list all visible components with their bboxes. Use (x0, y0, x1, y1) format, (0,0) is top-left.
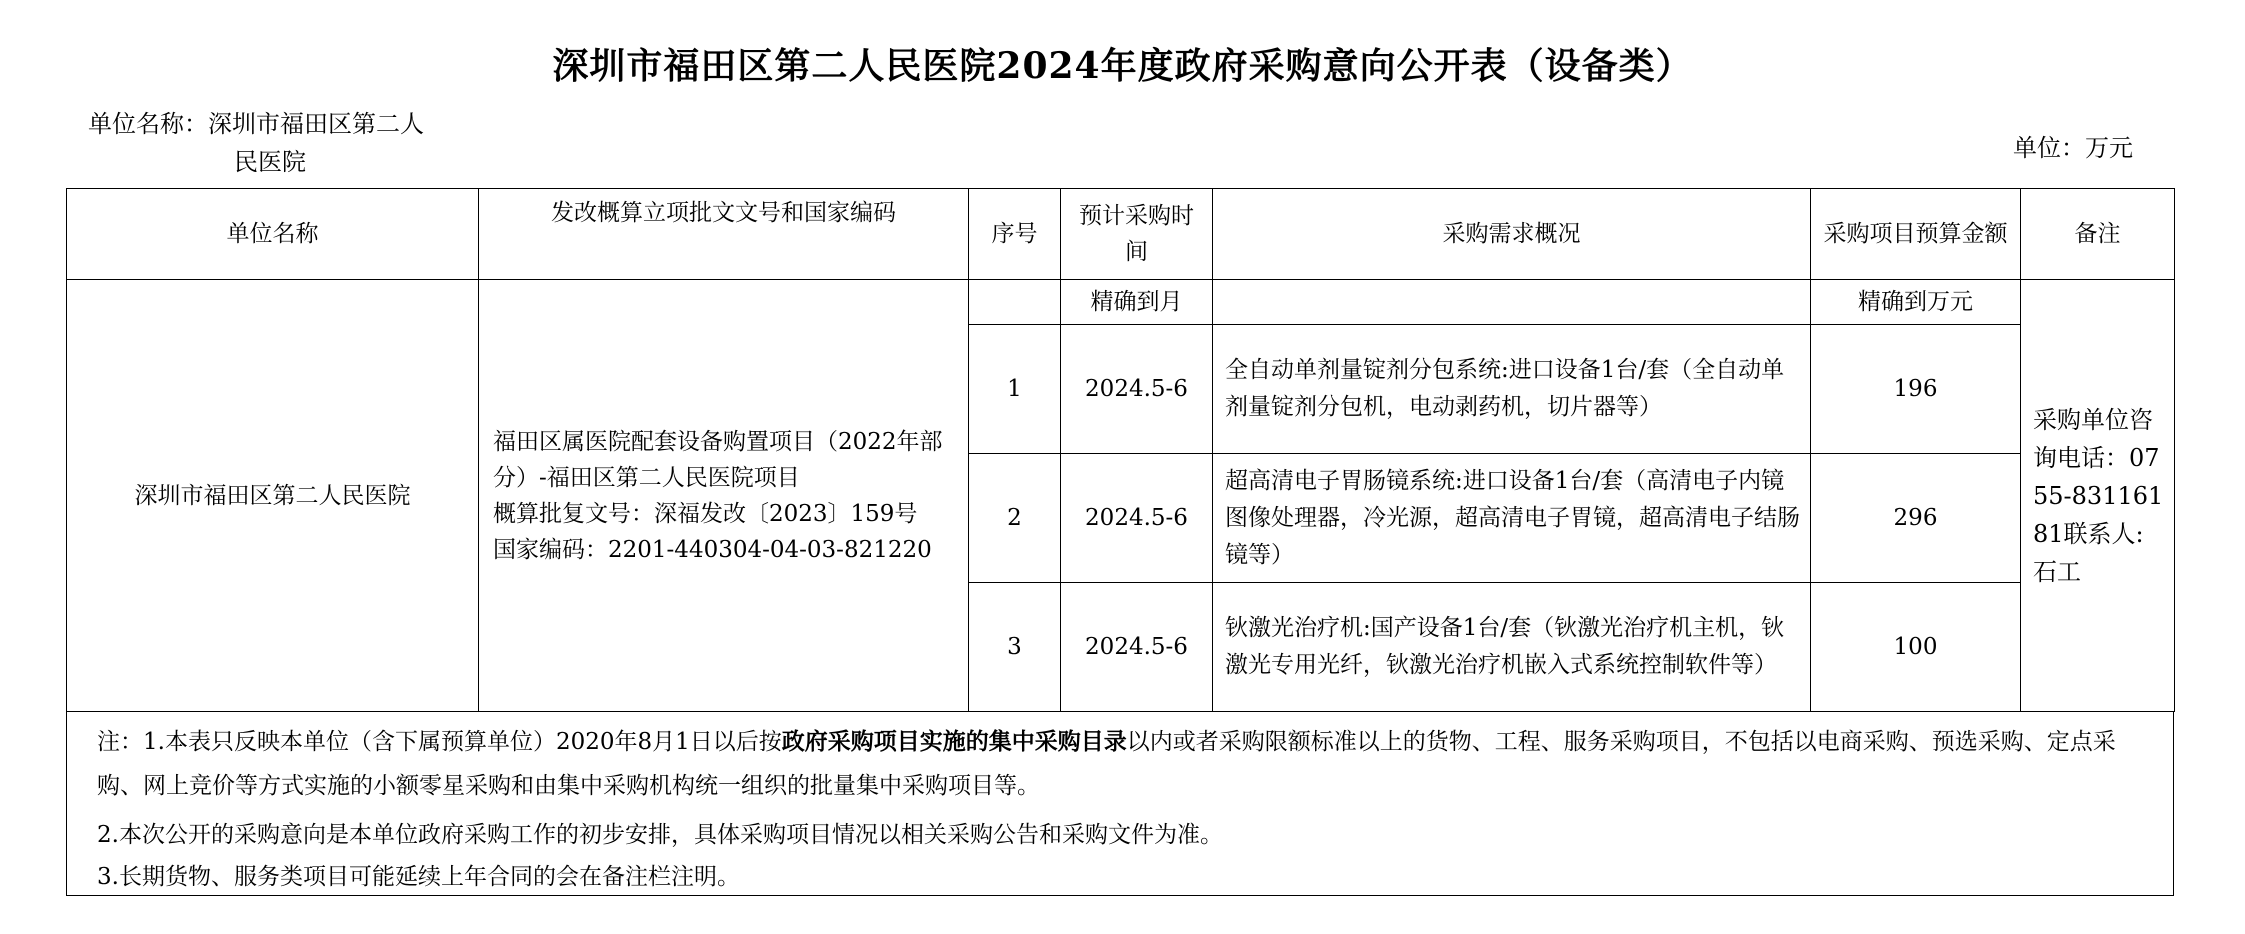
header-seq: 序号 (969, 189, 1061, 280)
approval-cell (479, 280, 969, 712)
unit-name-label-line2: 民医院 (234, 148, 306, 176)
page-title: 深圳市福田区第二人民医院2024年度政府采购意向公开表（设备类） (552, 45, 1693, 87)
row-demand: 钬激光治疗机:国产设备1台/套（钬激光治疗机主机，钬激光专用光纤，钬激光治疗机嵌入式系统控制软件等） (1213, 583, 1811, 712)
table-header-row (67, 189, 2175, 280)
table-subheader-row (67, 280, 2175, 325)
note-3: 3.长期货物、服务类项目可能延续上年合同的会在备注栏注明。 (97, 864, 740, 890)
header-budget: 采购项目预算金额 (1811, 189, 2021, 280)
unit-name-label-line1: 单位名称：深圳市福田区第二人 (88, 110, 424, 138)
header-demand: 采购需求概况 (1213, 189, 1811, 280)
row-budget: 196 (1811, 325, 2021, 454)
row-seq: 3 (969, 583, 1061, 712)
unit-name-cell: 深圳市福田区第二人民医院 (67, 280, 479, 712)
header-remark: 备注 (2021, 189, 2175, 280)
unit-name-label (88, 105, 424, 181)
subheader-budget: 精确到万元 (1811, 280, 2021, 325)
row-demand: 全自动单剂量锭剂分包系统:进口设备1台/套（全自动单剂量锭剂分包机，电动剥药机，切片器等） (1213, 325, 1811, 454)
row-time: 2024.5-6 (1061, 454, 1213, 583)
notes-section (66, 712, 2174, 896)
remark-cell: 采购单位咨询电话：0755-83116181联系人:石工 (2021, 280, 2175, 712)
row-budget: 296 (1811, 454, 2021, 583)
note-2: 2.本次公开的采购意向是本单位政府采购工作的初步安排，具体采购项目情况以相关采购公告和采购文件为准。 (97, 822, 1223, 848)
header-unit: 单位名称 (67, 189, 479, 280)
header-approval: 发改概算立项批文文号和国家编码 (479, 189, 969, 280)
subheader-seq-empty (969, 280, 1061, 325)
row-time: 2024.5-6 (1061, 583, 1213, 712)
row-seq: 2 (969, 454, 1061, 583)
note-1-bold: 政府采购项目实施的集中采购目录 (781, 728, 1127, 755)
row-time: 2024.5-6 (1061, 325, 1213, 454)
row-demand: 超高清电子胃肠镜系统:进口设备1台/套（高清电子内镜图像处理器，冷光源，超高清电子胃镜，超高清电子结肠镜等） (1213, 454, 1811, 583)
approval-line2: 概算批复文号：深福发改〔2023〕159号 (493, 500, 918, 527)
subheader-demand-empty (1213, 280, 1811, 325)
note-1-suffix: 以内或者采购限额标准以上的货物、工程、服务采购项目，不包括以电商采购、预选采购、定点采购、网上竞价等方式实施的小额零星采购和由集中采购机构统一组织的批量集中采购项目等。 (97, 729, 2116, 799)
row-budget: 100 (1811, 583, 2021, 712)
header-time: 预计采购时间 (1061, 189, 1213, 280)
money-unit-label: 单位：万元 (2013, 134, 2133, 162)
subheader-time: 精确到月 (1061, 280, 1213, 325)
approval-line3: 国家编码：2201-440304-04-03-821220 (493, 536, 932, 563)
row-seq: 1 (969, 325, 1061, 454)
note-1 (97, 720, 2143, 808)
note-1-prefix: 注：1.本表只反映本单位（含下属预算单位）2020年8月1日以后按 (97, 729, 782, 755)
approval-line1: 福田区属医院配套设备购置项目（2022年部分）-福田区第二人民医院项目 (493, 428, 943, 491)
procurement-table (66, 188, 2175, 712)
